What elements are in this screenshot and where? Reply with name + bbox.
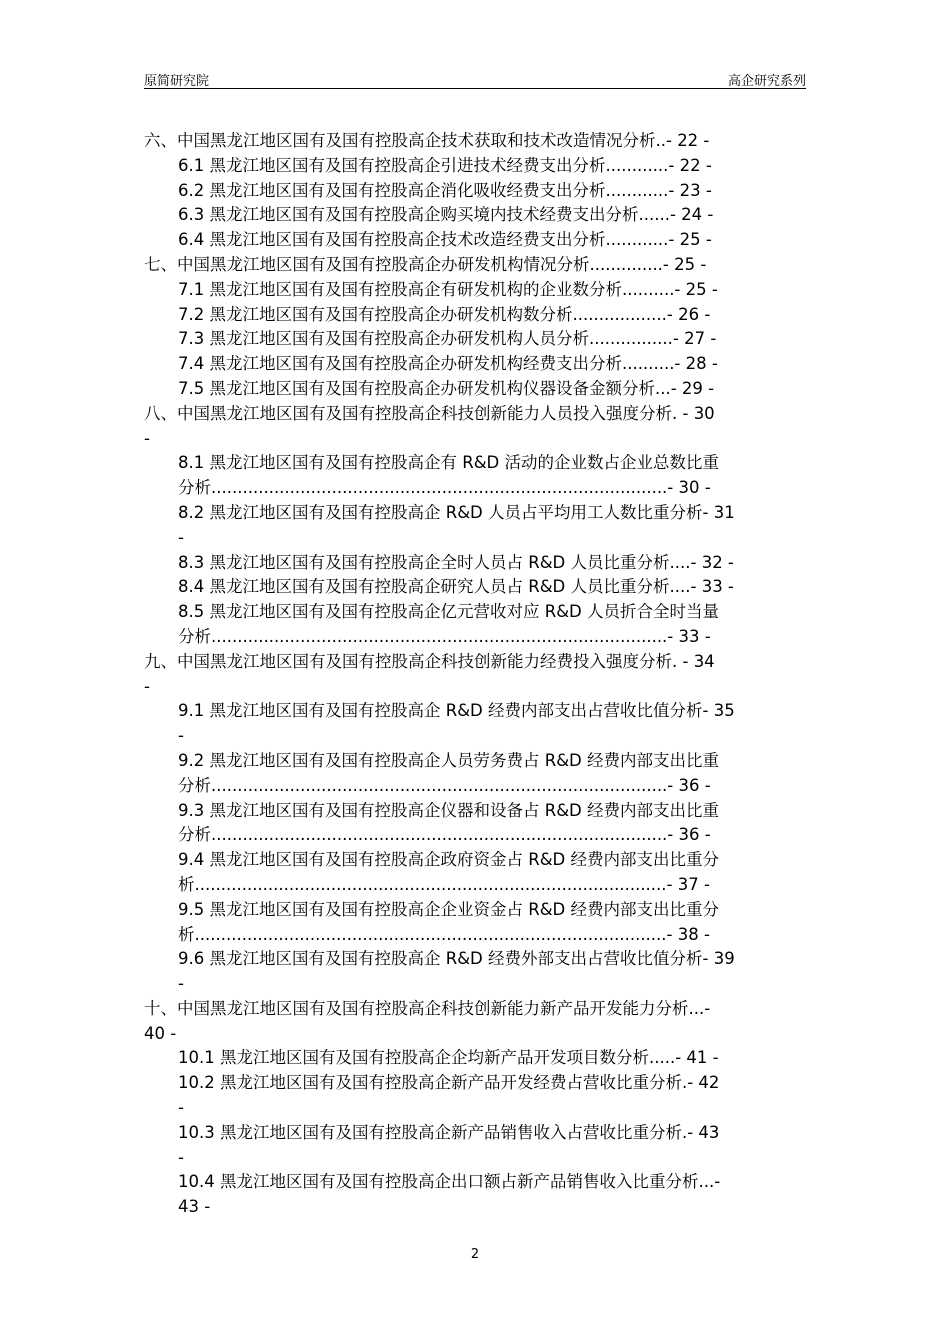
- page-number: 2: [470, 1247, 480, 1262]
- toc-chapter-line[interactable]: -: [144, 428, 150, 448]
- toc-section-line[interactable]: 7.1 黑龙江地区国有及国有控股高企有研发机构的企业数分析..........- 25 -: [178, 279, 718, 299]
- toc-section-line[interactable]: 分析.......................................................................................- 36 -: [178, 775, 711, 795]
- toc-section-line[interactable]: -: [178, 1147, 184, 1167]
- toc-section-line[interactable]: 9.2 黑龙江地区国有及国有控股高企人员劳务费占 R&D 经费内部支出比重: [178, 750, 720, 770]
- toc-section-line[interactable]: 分析.......................................................................................- 33 -: [178, 626, 711, 646]
- toc-chapter-line[interactable]: 40 -: [144, 1023, 177, 1043]
- toc-section-line[interactable]: -: [178, 1098, 184, 1118]
- header-divider: [144, 88, 806, 89]
- toc-section-line[interactable]: 分析.......................................................................................- 30 -: [178, 478, 711, 498]
- toc-section-line[interactable]: 9.4 黑龙江地区国有及国有控股高企政府资金占 R&D 经费内部支出比重分: [178, 850, 720, 870]
- toc-section-line[interactable]: 分析.......................................................................................- 36 -: [178, 825, 711, 845]
- toc-section-line[interactable]: 析..........................................................................................- 37 -: [178, 874, 710, 894]
- toc-section-line[interactable]: 9.3 黑龙江地区国有及国有控股高企仪器和设备占 R&D 经费内部支出比重: [178, 800, 720, 820]
- toc-section-line[interactable]: -: [178, 527, 184, 547]
- toc-section-line[interactable]: 10.3 黑龙江地区国有及国有控股高企新产品销售收入占营收比重分析.- 43: [178, 1122, 720, 1142]
- toc-section-line[interactable]: 9.1 黑龙江地区国有及国有控股高企 R&D 经费内部支出占营收比值分析- 35: [178, 701, 735, 721]
- toc-section-line[interactable]: 6.1 黑龙江地区国有及国有控股高企引进技术经费支出分析............- 22 -: [178, 155, 712, 175]
- toc-section-line[interactable]: 8.4 黑龙江地区国有及国有控股高企研究人员占 R&D 人员比重分析....- 33 -: [178, 577, 734, 597]
- toc-chapter-line[interactable]: 八、中国黑龙江地区国有及国有控股高企科技创新能力人员投入强度分析. - 30: [144, 403, 715, 423]
- toc-section-line[interactable]: 6.2 黑龙江地区国有及国有控股高企消化吸收经费支出分析............- 23 -: [178, 180, 712, 200]
- toc-section-line[interactable]: 43 -: [178, 1197, 211, 1217]
- toc-section-line[interactable]: 10.1 黑龙江地区国有及国有控股高企企均新产品开发项目数分析.....- 41 -: [178, 1048, 719, 1068]
- toc-section-line[interactable]: 析..........................................................................................- 38 -: [178, 924, 710, 944]
- toc-section-line[interactable]: 6.4 黑龙江地区国有及国有控股高企技术改造经费支出分析............- 25 -: [178, 230, 712, 250]
- toc-section-line[interactable]: 7.5 黑龙江地区国有及国有控股高企办研发机构仪器设备金额分析...- 29 -: [178, 378, 715, 398]
- toc-chapter-line[interactable]: 十、中国黑龙江地区国有及国有控股高企科技创新能力新产品开发能力分析...-: [144, 998, 711, 1018]
- header-left-org: 原简研究院: [144, 74, 210, 89]
- toc-section-line[interactable]: 8.5 黑龙江地区国有及国有控股高企亿元营收对应 R&D 人员折合全时当量: [178, 602, 720, 622]
- toc-section-line[interactable]: 8.2 黑龙江地区国有及国有控股高企 R&D 人员占平均用工人数比重分析- 31: [178, 502, 735, 522]
- toc-chapter-line[interactable]: 七、中国黑龙江地区国有及国有控股高企办研发机构情况分析..............- 25 -: [144, 254, 707, 274]
- toc-section-line[interactable]: 7.4 黑龙江地区国有及国有控股高企办研发机构经费支出分析..........- 28 -: [178, 354, 718, 374]
- header-right-series: 高企研究系列: [727, 74, 806, 89]
- toc-section-line[interactable]: 10.2 黑龙江地区国有及国有控股高企新产品开发经费占营收比重分析.- 42: [178, 1073, 720, 1093]
- toc-chapter-line[interactable]: 六、中国黑龙江地区国有及国有控股高企技术获取和技术改造情况分析..- 22 -: [144, 131, 710, 150]
- toc-section-line[interactable]: 8.3 黑龙江地区国有及国有控股高企全时人员占 R&D 人员比重分析....- 32 -: [178, 552, 734, 572]
- toc-section-line[interactable]: 6.3 黑龙江地区国有及国有控股高企购买境内技术经费支出分析......- 24 -: [178, 205, 714, 225]
- toc-section-line[interactable]: -: [178, 726, 184, 746]
- toc-section-line[interactable]: 10.4 黑龙江地区国有及国有控股高企出口额占新产品销售收入比重分析...-: [178, 1172, 721, 1192]
- toc-section-line[interactable]: 9.5 黑龙江地区国有及国有控股高企企业资金占 R&D 经费内部支出比重分: [178, 899, 720, 919]
- toc-section-line[interactable]: 8.1 黑龙江地区国有及国有控股高企有 R&D 活动的企业数占企业总数比重: [178, 453, 720, 473]
- toc-section-line[interactable]: 9.6 黑龙江地区国有及国有控股高企 R&D 经费外部支出占营收比值分析- 39: [178, 949, 735, 969]
- table-of-contents: [144, 129, 806, 1220]
- toc-section-line[interactable]: 7.2 黑龙江地区国有及国有控股高企办研发机构数分析..................- 26 -: [178, 304, 711, 324]
- toc-section-line[interactable]: -: [178, 974, 184, 994]
- toc-chapter-line[interactable]: -: [144, 676, 150, 696]
- toc-chapter-line[interactable]: 九、中国黑龙江地区国有及国有控股高企科技创新能力经费投入强度分析. - 34: [144, 651, 715, 671]
- toc-section-line[interactable]: 7.3 黑龙江地区国有及国有控股高企办研发机构人员分析................- 27 -: [178, 329, 717, 349]
